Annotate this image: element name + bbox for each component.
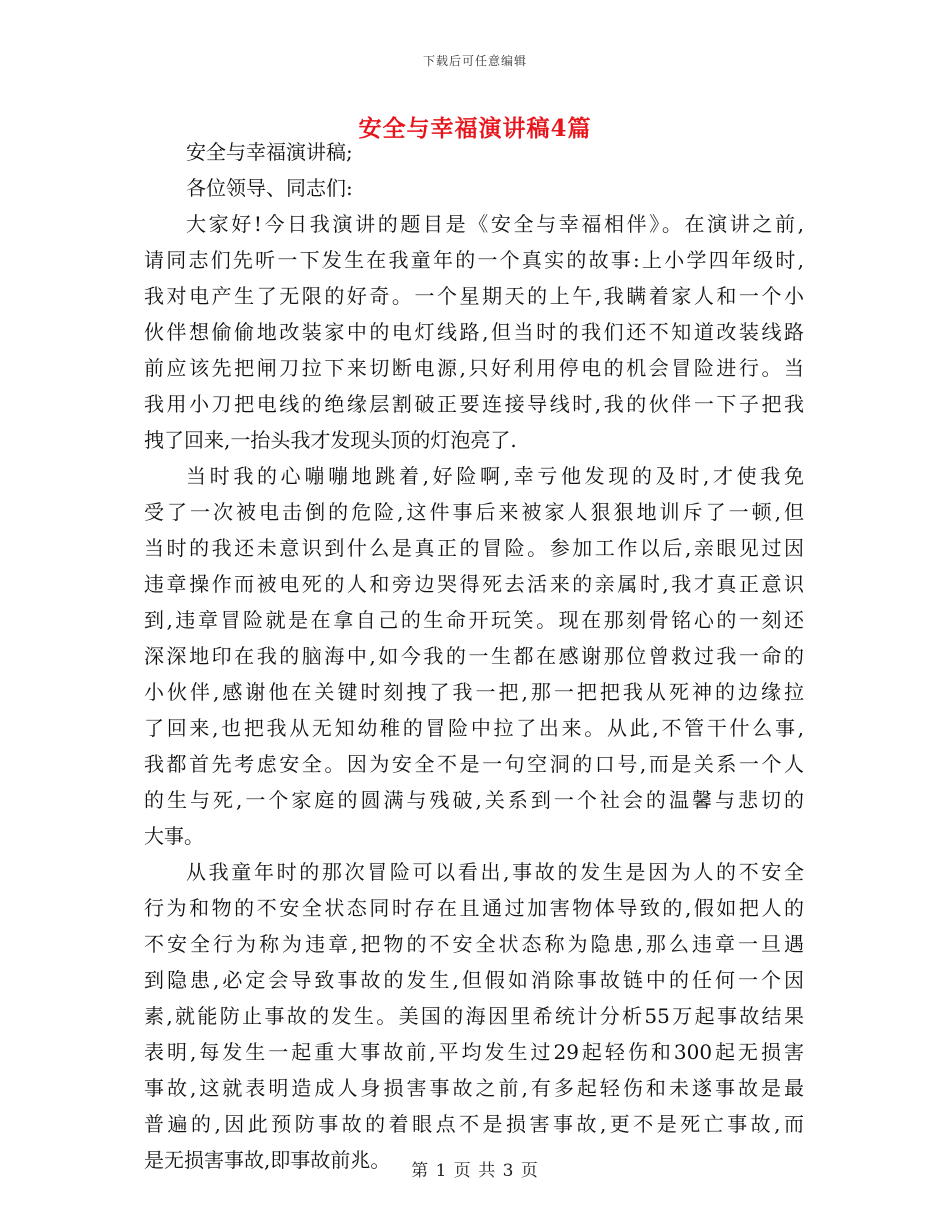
paragraph-line: 我都首先考虑安全。因为安全不是一句空洞的口号,而是关系一个人: [144, 752, 804, 776]
page-number: 第 1 页 共 3 页: [411, 1161, 539, 1181]
paragraph-line: 大家好!今日我演讲的题目是《安全与幸福相伴》。在演讲之前,: [186, 212, 804, 236]
paragraph-line: 素,就能防止事故的发生。美国的海因里希统计分析55万起事故结果: [144, 1004, 804, 1028]
paragraph-line: 受了一次被电击倒的危险,这件事后来被家人狠狠地训斥了一顿,但: [144, 500, 804, 524]
paragraph-line: 伙伴想偷偷地改装家中的电灯线路,但当时的我们还不知道改装线路: [144, 320, 804, 344]
paragraph-line: 请同志们先听一下发生在我童年的一个真实的故事:上小学四年级时,: [144, 248, 804, 272]
page-header-note: 下载后可任意编辑: [422, 54, 527, 68]
paragraph-line: 我对电产生了无限的好奇。一个星期天的上午,我瞒着家人和一个小: [144, 284, 804, 308]
paragraph-line: 到,违章冒险就是在拿自己的生命开玩笑。现在那刻骨铭心的一刻还: [144, 608, 804, 632]
paragraph-line: 的生与死,一个家庭的圆满与残破,关系到一个社会的温馨与悲切的: [144, 788, 804, 812]
paragraph-line: 违章操作而被电死的人和旁边哭得死去活来的亲属时,我才真正意识: [144, 572, 804, 596]
paragraph-line: 大事。: [144, 824, 204, 848]
paragraph-line: 我用小刀把电线的绝缘层割破正要连接导线时,我的伙伴一下子把我: [144, 392, 804, 416]
salutation-line: 安全与幸福演讲稿;: [186, 140, 353, 164]
paragraph-line: 是无损害事故,即事故前兆。: [144, 1148, 391, 1172]
paragraph-line: 事故,这就表明造成人身损害事故之前,有多起轻伤和未遂事故是最: [144, 1076, 804, 1100]
document-title: 安全与幸福演讲稿4篇: [358, 115, 592, 142]
paragraph-line: 前应该先把闸刀拉下来切断电源,只好利用停电的机会冒险进行。当: [144, 356, 804, 380]
paragraph-line: 不安全行为称为违章,把物的不安全状态称为隐患,那么违章一旦遇: [144, 932, 804, 956]
paragraph-line: 行为和物的不安全状态同时存在且通过加害物体导致的,假如把人的: [144, 896, 804, 920]
paragraph-line: 到隐患,必定会导致事故的发生,但假如消除事故链中的任何一个因: [144, 968, 804, 992]
salutation-line: 各位领导、同志们:: [186, 176, 353, 200]
paragraph-line: 普遍的,因此预防事故的着眼点不是损害事故,更不是死亡事故,而: [144, 1112, 804, 1136]
paragraph-line: 从我童年时的那次冒险可以看出,事故的发生是因为人的不安全: [186, 860, 804, 884]
document-body: [144, 134, 804, 1178]
paragraph-line: 表明,每发生一起重大事故前,平均发生过29起轻伤和300起无损害: [144, 1040, 804, 1064]
paragraph-line: 小伙伴,感谢他在关键时刻拽了我一把,那一把把我从死神的边缘拉: [144, 680, 804, 704]
paragraph-line: 当时我的心嘣嘣地跳着,好险啊,幸亏他发现的及时,才使我免: [186, 464, 804, 488]
paragraph-line: 了回来,也把我从无知幼稚的冒险中拉了出来。从此,不管干什么事,: [144, 716, 804, 740]
paragraph-line: 拽了回来,一抬头我才发现头顶的灯泡亮了.: [144, 428, 517, 452]
paragraph-line: 深深地印在我的脑海中,如今我的一生都在感谢那位曾救过我一命的: [144, 644, 804, 668]
paragraph-line: 当时的我还未意识到什么是真正的冒险。参加工作以后,亲眼见过因: [144, 536, 804, 560]
